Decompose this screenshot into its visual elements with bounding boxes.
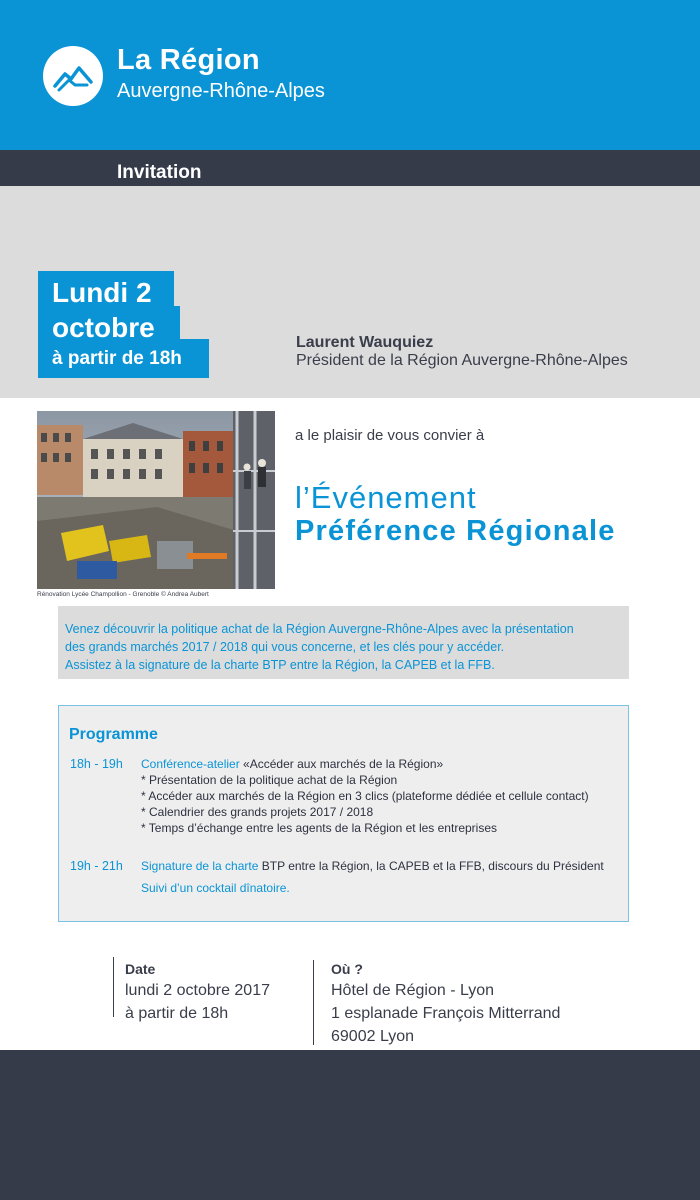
brand-subtitle: Auvergne-Rhône-Alpes <box>117 80 325 102</box>
description-box <box>58 606 629 679</box>
slot1-text: «Accéder aux marchés de la Région» <box>239 757 444 771</box>
where-label: Où ? <box>331 961 363 977</box>
slot1-bullet: * Temps d’échange entre les agents de la Région et les entreprises <box>141 821 497 835</box>
date-badge-time: à partir de 18h <box>52 348 182 369</box>
slot2-highlight: Signature de la charte <box>141 859 259 873</box>
date-badge-day: Lundi 2 <box>52 277 152 308</box>
slot1-bullet: * Présentation de la politique achat de la Région <box>141 773 398 787</box>
event-title-line1: l’Événement <box>295 480 477 515</box>
slot1-heading <box>141 757 443 771</box>
slot1-bullet: * Calendrier des grands projets 2017 / 2018 <box>141 805 374 819</box>
description-line3: Assistez à la signature de la charte BTP entre la Région, la CAPEB et la FFB. <box>65 658 495 672</box>
slot1-time: 18h - 19h <box>70 757 123 771</box>
programme-box <box>58 705 629 922</box>
where-line3: 69002 Lyon <box>331 1028 415 1045</box>
date-time: à partir de 18h <box>125 1005 229 1022</box>
photo-caption: Rénovation Lycée Champollion - Grenoble © Andrea Aubert <box>37 591 209 598</box>
where-line2: 1 esplanade François Mitterrand <box>331 1005 561 1022</box>
description-line1: Venez découvrir la politique achat de la Région Auvergne-Rhône-Alpes avec la présentation <box>65 622 574 636</box>
event-title-line2: Préférence Régionale <box>295 515 616 547</box>
description-line2: des grands marchés 2017 / 2018 qui vous concerne, et les clés pour y accéder. <box>65 640 505 654</box>
slot2-time: 19h - 21h <box>70 859 123 873</box>
header-banner <box>0 0 700 150</box>
slot2-heading <box>141 859 604 873</box>
invitation-band <box>0 150 700 186</box>
date-label: Date <box>125 961 156 977</box>
where-divider <box>313 960 314 1045</box>
president-name: Laurent Wauquiez <box>296 334 434 351</box>
date-divider <box>113 957 114 1017</box>
brand-name: La Région <box>117 44 260 76</box>
where-line1: Hôtel de Région - Lyon <box>331 982 495 999</box>
slot2-text: BTP entre la Région, la CAPEB et la FFB, discours du Président <box>258 859 604 873</box>
date-value: lundi 2 octobre 2017 <box>125 982 270 999</box>
invitation-intro: a le plaisir de vous convier à <box>295 427 485 444</box>
invitation-label: Invitation <box>117 162 202 183</box>
slot2-extra: Suivi d’un cocktail dînatoire. <box>141 881 290 895</box>
footer-band <box>0 1050 700 1200</box>
slot1-highlight: Conférence-atelier <box>141 757 240 771</box>
president-title: Président de la Région Auvergne-Rhône-Alpes <box>296 352 628 369</box>
programme-title: Programme <box>69 726 158 743</box>
slot1-bullet: * Accéder aux marchés de la Région en 3 clics (plateforme dédiée et cellule contact) <box>141 789 589 803</box>
date-badge-month: octobre <box>52 312 155 343</box>
mountain-logo-icon <box>43 46 103 106</box>
construction-site-photo <box>37 411 275 589</box>
